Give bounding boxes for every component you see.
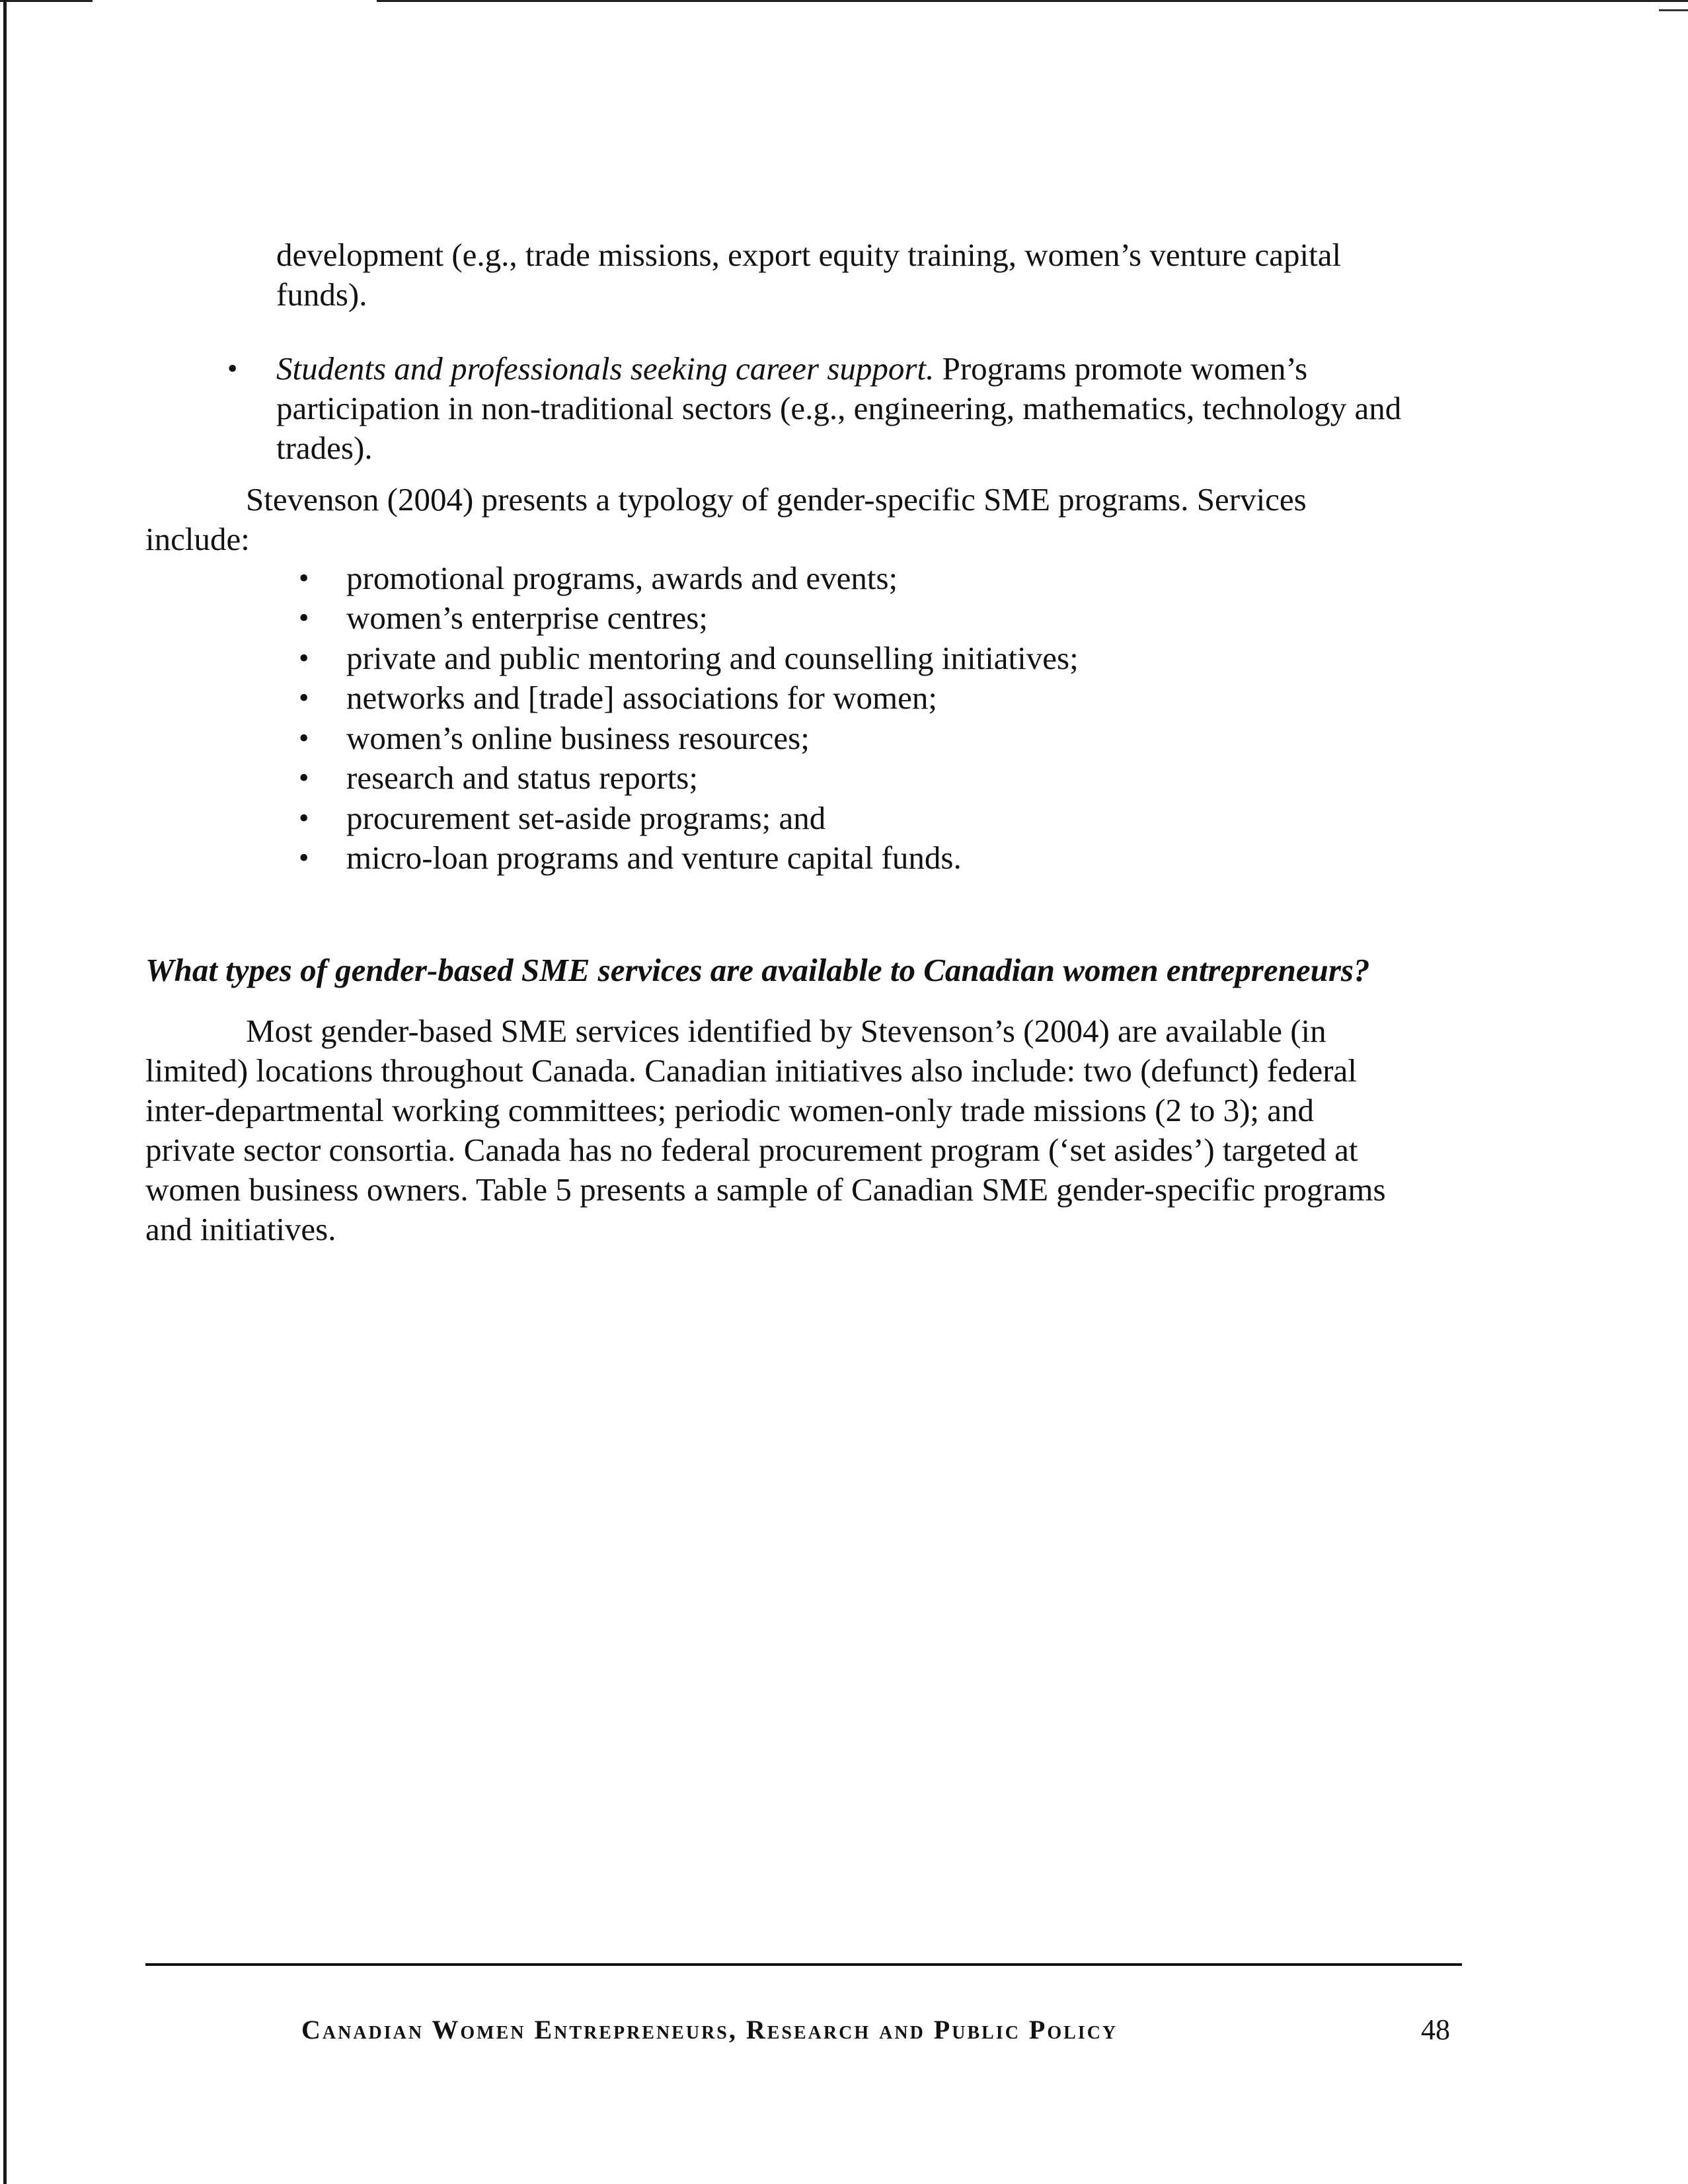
section-heading: What types of gender-based SME services are available to Canadian women entrepreneurs? — [145, 952, 1370, 988]
students-bullet-lead: Students and professionals seeking career support. — [276, 350, 935, 387]
bullet-icon: • — [299, 682, 309, 714]
paragraph-line: Most gender-based SME services identified by Stevenson’s (2004) are available (in — [246, 1013, 1326, 1049]
paragraph-line: private sector consortia. Canada has no federal procurement program (‘set asides’) targeted at — [145, 1132, 1358, 1168]
bullet-icon: • — [227, 352, 238, 385]
scan-edge-gap — [93, 0, 377, 3]
list-item: private and public mentoring and counselling initiatives; — [346, 640, 1079, 676]
scan-edge-mark — [1659, 9, 1688, 11]
list-item: promotional programs, awards and events; — [346, 560, 898, 596]
list-item: micro-loan programs and venture capital funds. — [346, 839, 962, 876]
running-footer-title: Canadian Women Entrepreneurs, Research and Public Policy — [301, 2015, 1118, 2045]
intro-line-1: Stevenson (2004) presents a typology of gender-specific SME programs. Services — [246, 481, 1307, 518]
bullet-icon: • — [299, 802, 309, 834]
bullet-icon: • — [299, 722, 309, 754]
footer-divider — [145, 1963, 1462, 1966]
list-item: women’s enterprise centres; — [346, 600, 708, 636]
list-item: procurement set-aside programs; and — [346, 800, 826, 836]
paragraph-line: limited) locations throughout Canada. Canadian initiatives also include: two (defunct) federal — [145, 1052, 1357, 1089]
students-bullet-line-2: participation in non-traditional sectors (e.g., engineering, mathematics, technology and — [276, 390, 1402, 426]
list-item: networks and [trade] associations for women; — [346, 680, 937, 716]
paragraph-line: inter-departmental working committees; periodic women-only trade missions (2 to 3); and — [145, 1092, 1315, 1128]
list-item: research and status reports; — [346, 760, 698, 796]
continuation-line-1: development (e.g., trade missions, export equity training, women’s venture capital — [276, 237, 1342, 273]
bullet-icon: • — [299, 602, 309, 634]
students-bullet-line-3: trades). — [276, 430, 373, 466]
bullet-icon: • — [299, 642, 309, 674]
scan-edge-left — [3, 0, 7, 2184]
bullet-icon: • — [299, 562, 309, 594]
list-item: women’s online business resources; — [346, 720, 810, 756]
students-bullet-rest: Programs promote women’s — [934, 350, 1308, 387]
bullet-icon: • — [299, 761, 309, 794]
intro-line-2: include: — [145, 521, 250, 557]
bullet-icon: • — [299, 841, 309, 874]
students-bullet-line-1 — [276, 349, 1307, 389]
page-number: 48 — [1421, 2013, 1450, 2046]
paragraph-line: women business owners. Table 5 presents a sample of Canadian SME gender-specific programs — [145, 1171, 1386, 1208]
continuation-line-2: funds). — [276, 276, 367, 313]
paragraph-line: and initiatives. — [145, 1211, 336, 1247]
